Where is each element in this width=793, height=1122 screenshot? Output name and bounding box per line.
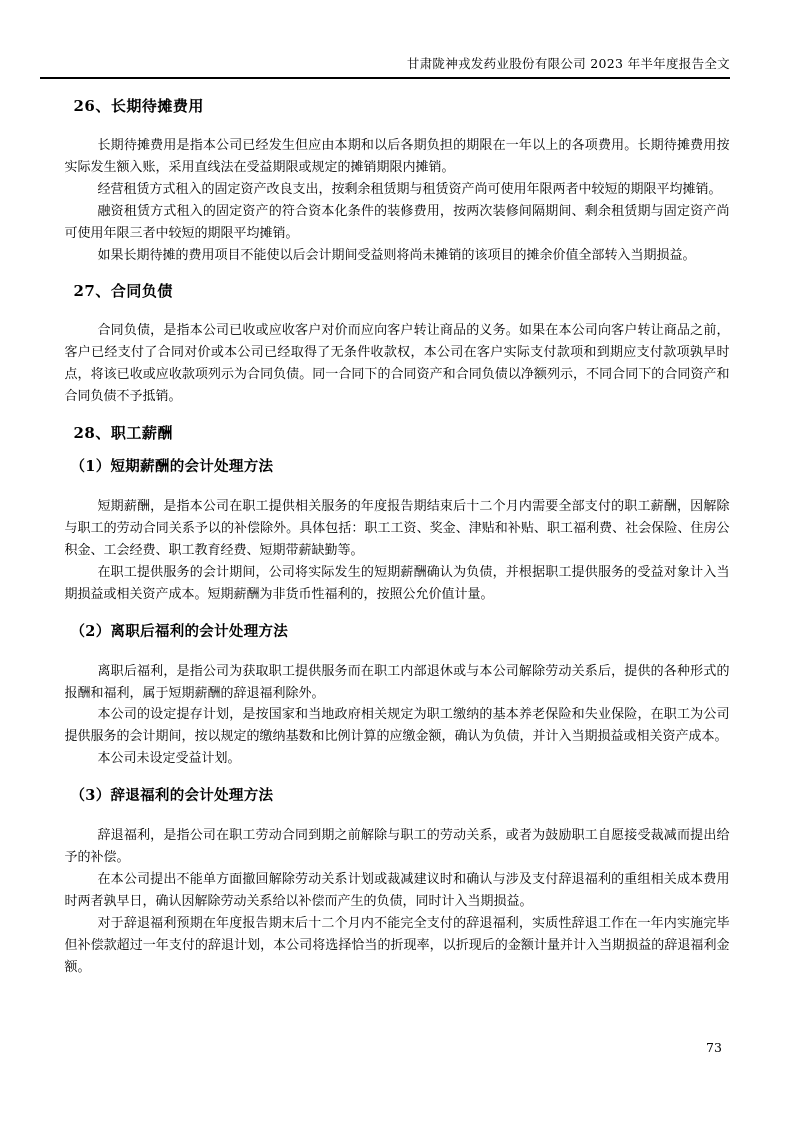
paragraph: 在职工提供服务的会计期间，公司将实际发生的短期薪酬确认为负债，并根据职工提供服务的受益对象计入当期损益或相关资产成本。短期薪酬为非货币性福利的，按照公允价值计量。: [64, 564, 730, 602]
paragraph: 融资租赁方式租入的固定资产的符合资本化条件的装修费用，按两次装修间隔期间、剩余租赁期与固定资产尚可使用年限三者中较短的期限平均摊销。: [64, 203, 730, 241]
paragraph: 本公司的设定提存计划，是按国家和当地政府相关规定为职工缴纳的基本养老保险和失业保险，在职工为公司提供服务的会计期间，按以规定的缴纳基数和比例计算的应缴金额，确认为负债，并计入当期损益或相关资产成本。: [64, 707, 730, 745]
paragraph: 在本公司提出不能单方面撤回解除劳动关系计划或裁减建议时和确认与涉及支付辞退福利的重组相关成本费用时两者孰早日，确认因解除劳动关系给以补偿而产生的负债，同时计入当期损益。: [64, 871, 730, 909]
paragraph: 合同负债，是指本公司已收或应收客户对价而应向客户转让商品的义务。如果在本公司向客户转让商品之前，客户已经支付了合同对价或本公司已经取得了无条件收款权，本公司在客户实际支付款项和到期应支付款项孰早时点，将该已收或应收款项列示为合同负债。同一合同下的合同资产和合同负债以净额列示，不同合同下的合同资产和合同负债不予抵销。: [64, 323, 730, 405]
page-header: [40, 0, 730, 79]
subsection-3-title: （3）辞退福利的会计处理方法: [70, 787, 274, 805]
section-26-title: 26、长期待摊费用: [73, 97, 204, 115]
paragraph: 离职后福利，是指公司为获取职工提供服务而在职工内部退休或与本公司解除劳动关系后，提供的各种形式的报酬和福利，属于短期薪酬的辞退福利除外。: [64, 663, 730, 701]
paragraph: 本公司未设定受益计划。: [97, 751, 241, 767]
paragraph: 如果长期待摊的费用项目不能使以后会计期间受益则将尚未摊销的该项目的摊余价值全部转入当期损益。: [97, 247, 696, 263]
page-header-title: 甘肃陇神戎发药业股份有限公司 2023 年半年度报告全文: [40, 57, 730, 79]
paragraph: 经营租赁方式租入的固定资产改良支出，按剩余租赁期与租赁资产尚可使用年限两者中较短的期限平均摊销。: [97, 181, 722, 197]
subsection-2-title: （2）离职后福利的会计处理方法: [70, 622, 289, 640]
section-28-title: 28、职工薪酬: [73, 424, 173, 443]
subsection-1-title: （1）短期薪酬的会计处理方法: [70, 458, 274, 476]
paragraph: 长期待摊费用是指本公司已经发生但应由本期和以后各期负担的期限在一年以上的各项费用。长期待摊费用按实际发生额入账，采用直线法在受益期限或规定的摊销期限内摊销。: [64, 138, 730, 175]
document-body: [65, 98, 730, 978]
paragraph: 短期薪酬，是指本公司在职工提供相关服务的年度报告期结束后十二个月内需要全部支付的职工薪酬，因解除与职工的劳动合同关系予以的补偿除外。具体包括：职工工资、奖金、津贴和补贴、职工福利费、社会保险、住房公积金、工会经费、职工教育经费、短期带薪缺勤等。: [64, 499, 730, 558]
paragraph: 辞退福利，是指公司在职工劳动合同到期之前解除与职工的劳动关系，或者为鼓励职工自愿接受裁减而提出给予的补偿。: [64, 828, 730, 866]
page-number: 73: [706, 1040, 722, 1055]
section-27-title: 27、合同负债: [73, 282, 173, 301]
paragraph: 对于辞退福利预期在年度报告期末后十二个月内不能完全支付的辞退福利，实质性辞退工作在一年内实施完毕但补偿款超过一年支付的辞退计划，本公司将选择恰当的折现率，以折现后的金额计量并计入当期损益的辞退福利金额。: [64, 915, 730, 975]
